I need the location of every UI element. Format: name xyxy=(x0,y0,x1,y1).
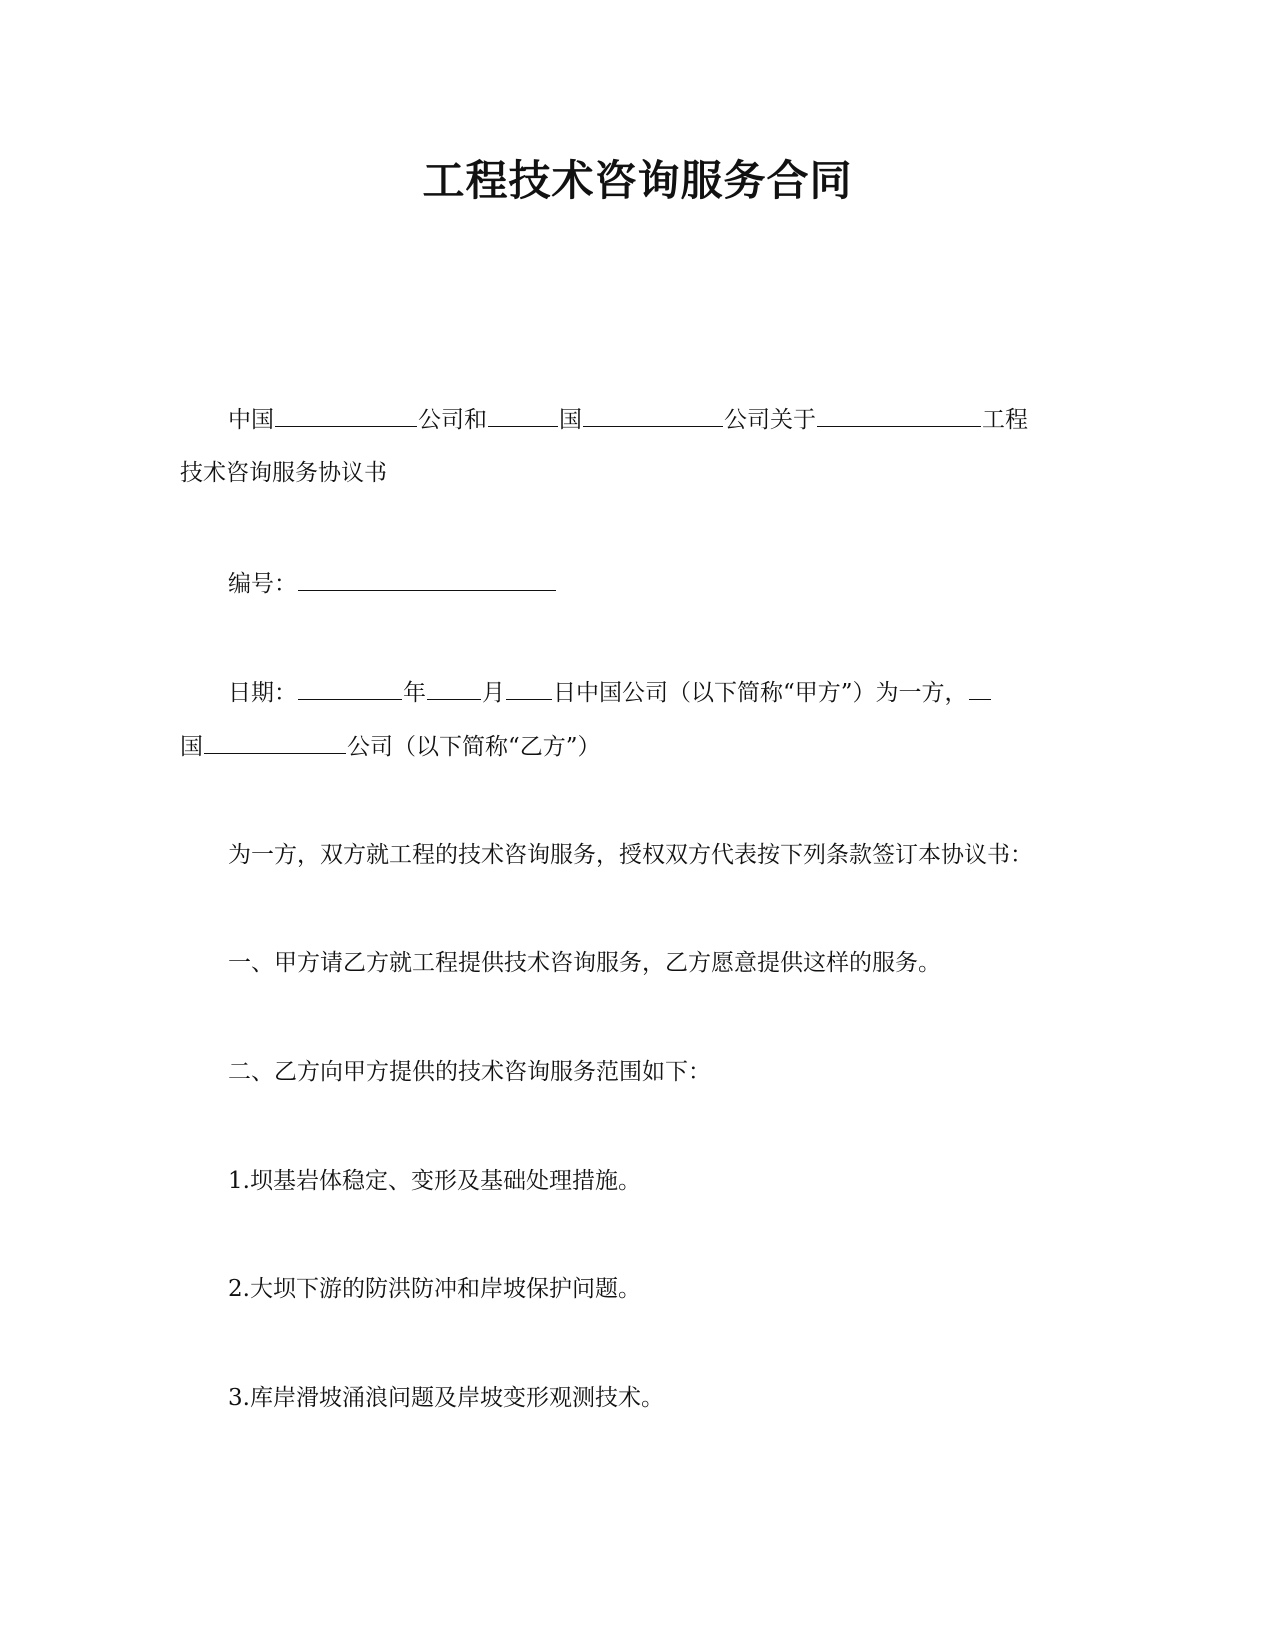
blank-field xyxy=(969,677,991,700)
date-party-b: 公司（以下简称“乙方”） xyxy=(347,734,601,760)
scope-item-3: 3.库岸滑坡涌浪问题及岸坡变形观测技术。 xyxy=(228,1385,664,1411)
scope-item-2: 2.大坝下游的防洪防冲和岸坡保护问题。 xyxy=(228,1276,641,1302)
blank-field xyxy=(488,404,558,427)
intro-text-project: 工程 xyxy=(982,407,1028,433)
intro-text-company-about: 公司关于 xyxy=(724,407,816,433)
date-line-2 xyxy=(180,731,601,762)
blank-year xyxy=(298,677,402,700)
blank-field xyxy=(204,731,346,754)
blank-field xyxy=(275,404,417,427)
clause-2: 二、乙方向甲方提供的技术咨询服务范围如下： xyxy=(228,1059,711,1085)
intro-line-2: 技术咨询服务协议书 xyxy=(180,460,387,486)
blank-day xyxy=(506,677,552,700)
scope-item-1: 1.坝基岩体稳定、变形及基础处理措施。 xyxy=(228,1168,641,1194)
date-year: 年 xyxy=(403,680,426,706)
intro-text-company-and: 公司和 xyxy=(418,407,487,433)
intro-text-country: 国 xyxy=(559,407,582,433)
paragraph-agreement: 为一方，双方就工程的技术咨询服务，授权双方代表按下列条款签订本协议书： xyxy=(228,842,1033,868)
date-day-party-a: 日中国公司（以下简称“甲方”）为一方， xyxy=(553,680,968,706)
number-blank xyxy=(298,568,556,591)
intro-line-1 xyxy=(228,404,1028,435)
clause-1: 一、甲方请乙方就工程提供技术咨询服务，乙方愿意提供这样的服务。 xyxy=(228,950,941,976)
number-line xyxy=(228,568,557,599)
date-label: 日期： xyxy=(228,680,297,706)
blank-field xyxy=(817,404,981,427)
date-country: 国 xyxy=(180,734,203,760)
blank-month xyxy=(427,677,481,700)
number-label: 编号： xyxy=(228,571,297,597)
blank-field xyxy=(583,404,723,427)
intro-text-china: 中国 xyxy=(228,407,274,433)
document-title: 工程技术咨询服务合同 xyxy=(422,156,853,205)
date-line-1 xyxy=(228,677,992,708)
date-month: 月 xyxy=(482,680,505,706)
